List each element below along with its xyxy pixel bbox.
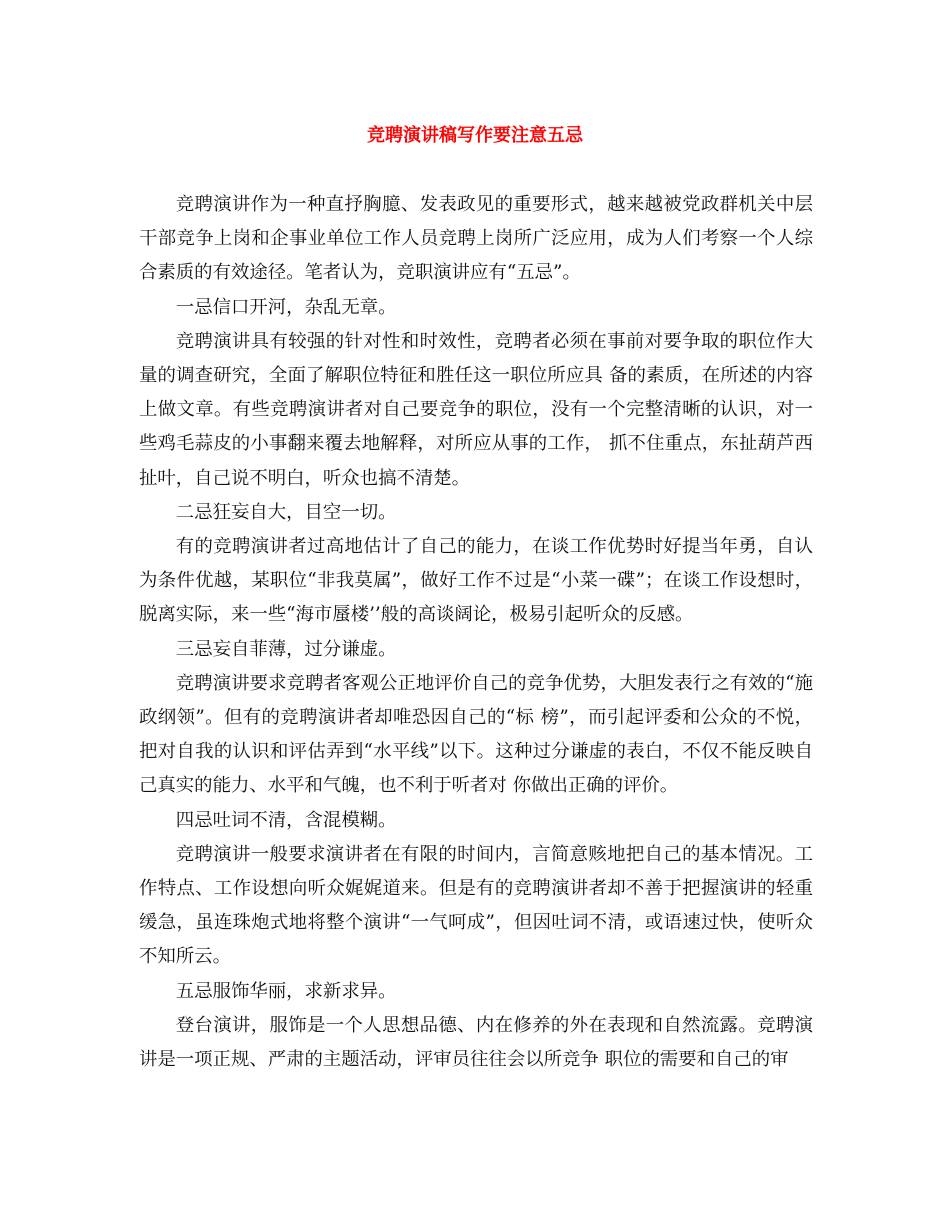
taboo-2-heading: 二忌狂妄自大，目空一切。 <box>175 501 397 523</box>
taboo-1-paragraph: 竞聘演讲具有较强的针对性和时效性，竞聘者必须在事前对要争取的职位作大量的调查研究，全面了解职位特征和胜任这一职位所应具 备的素质，在所述的内容上做文章。有些竞聘演讲者对自己要竞争的职位，没有一个完整清晰的认识，对一些鸡毛蒜皮的小事翻来覆去地解释，对所应从事的工作， 抓不住重点，东扯葫芦西扯叶，自己说不明白，听众也搞不清楚。 <box>139 330 813 489</box>
intro-paragraph: 竞聘演讲作为一种直抒胸臆、发表政见的重要形式，越来越被党政群机关中层干部竞争上岗和企事业单位工作人员竞聘上岗所广泛应用，成为人们考察一个人综合素质的有效途径。笔者认为，竞职演讲应有“五忌”。 <box>139 194 813 284</box>
document-title: 竞聘演讲稿写作要注意五忌 <box>367 125 583 146</box>
taboo-3-heading: 三忌妄自菲薄，过分谦虚。 <box>175 638 397 660</box>
taboo-5-paragraph: 登台演讲，服饰是一个人思想品德、内在修养的外在表现和自然流露。竞聘演讲是一项正规、严肃的主题活动，评审员往往会以所竞争 职位的需要和自己的审 <box>139 1014 813 1071</box>
document-body <box>139 188 813 1077</box>
taboo-5-heading: 五忌服饰华丽，求新求异。 <box>175 980 397 1002</box>
taboo-2-paragraph: 有的竞聘演讲者过高地估计了自己的能力，在谈工作优势时好提当年勇，自认为条件优越，某职位“非我莫属”，做好工作不过是“小菜一碟”；在谈工作设想时，脱离实际，来一些“海市蜃楼’’般的高谈阔论，极易引起听众的反感。 <box>139 536 813 626</box>
taboo-4-paragraph: 竞聘演讲一般要求演讲者在有限的时间内，言简意赅地把自己的基本情况。工作特点、工作设想向听众娓娓道来。但是有的竞聘演讲者却不善于把握演讲的轻重缓急，虽连珠炮式地将整个演讲“一气呵成”，但因吐词不清，或语速过快，使听众不知所云。 <box>139 843 813 968</box>
taboo-3-paragraph: 竞聘演讲要求竞聘者客观公正地评价自己的竞争优势，大胆发表行之有效的“施政纲领”。但有的竞聘演讲者却唯恐因自己的“标 榜”，而引起评委和公众的不悦，把对自我的认识和评估弄到“水平线”以下。这种过分谦虚的表白，不仅不能反映自己真实的能力、水平和气魄，也不利于听者对 你做出正确的评价。 <box>139 672 813 797</box>
taboo-1-heading: 一忌信口开河，杂乱无章。 <box>175 296 397 318</box>
taboo-4-heading: 四忌吐词不清，含混模糊。 <box>175 809 397 831</box>
